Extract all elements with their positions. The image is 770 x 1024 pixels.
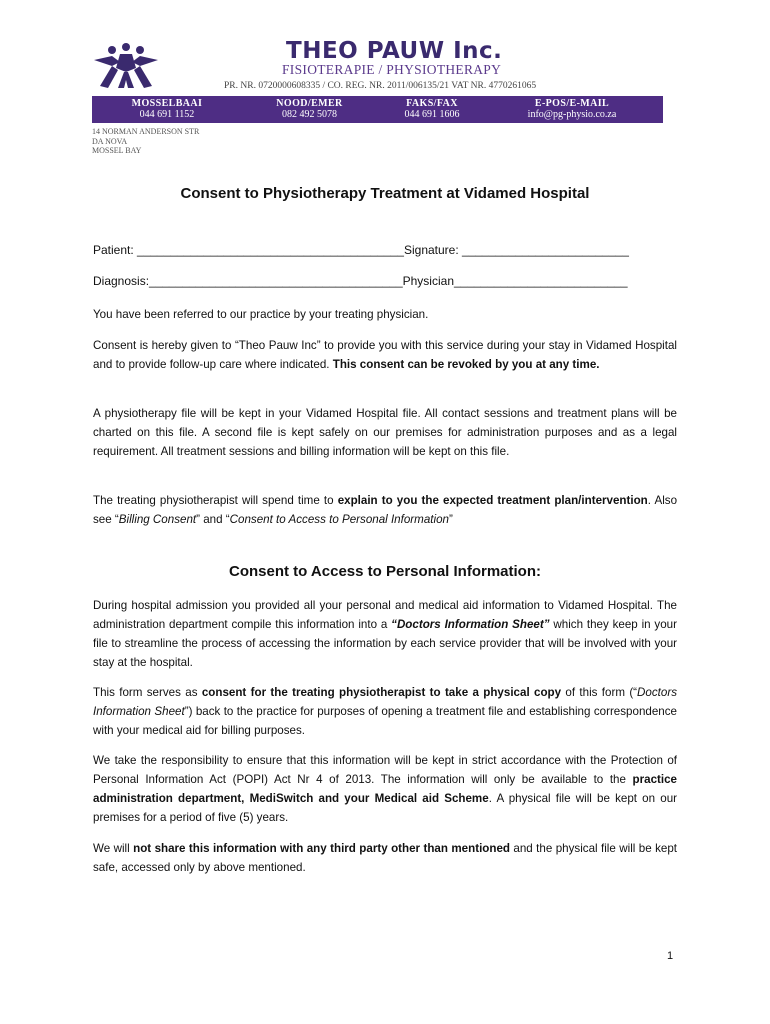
consent-paragraph bbox=[93, 336, 677, 374]
registration-line: PR. NR. 0720000608335 / CO. REG. NR. 2011/006135/21 VAT NR. 4770261065 bbox=[224, 81, 537, 91]
text-run: ”) back to the practice for purposes of opening a treatment file and establishing correspondence with your medical aid for billing purposes. bbox=[93, 705, 677, 737]
bold-italic-run: “Doctors Information Sheet” bbox=[391, 618, 550, 631]
address-block bbox=[92, 127, 199, 156]
contact-fax bbox=[372, 98, 492, 120]
document-title: Consent to Physiotherapy Treatment at Vidamed Hospital bbox=[180, 185, 590, 202]
bold-run: practice administration department, MediSwitch and your Medical aid Scheme bbox=[93, 773, 677, 805]
bold-run: not share this information with any third party other than mentioned bbox=[133, 842, 510, 855]
referral-paragraph: You have been referred to our practice by your treating physician. bbox=[93, 308, 429, 321]
contact-value: info@pg-physio.co.za bbox=[527, 109, 617, 120]
bold-run: consent for the treating physiotherapist to take a physical copy bbox=[201, 686, 562, 699]
no-sharing-paragraph bbox=[93, 839, 677, 877]
contact-label: FAKS/FAX bbox=[406, 98, 458, 109]
text-run: ” and “ bbox=[196, 513, 230, 526]
text-run: We will bbox=[93, 842, 134, 855]
address-line: 14 NORMAN ANDERSON STR bbox=[92, 127, 200, 136]
treatment-plan-paragraph bbox=[93, 491, 677, 529]
contact-value: 082 492 5078 bbox=[282, 109, 337, 120]
italic-run: Consent to Access to Personal Information bbox=[229, 513, 449, 526]
italic-run: Billing Consent bbox=[118, 513, 197, 526]
text-run: During hospital admission you provided all your personal and medical aid information to Vidamed Hospital. The administration department compile this information into a bbox=[93, 599, 677, 631]
contact-email bbox=[487, 98, 657, 120]
physical-copy-paragraph bbox=[93, 683, 677, 740]
contact-mosselbaai bbox=[112, 98, 222, 120]
text-run: and the physical file will be kept safe, accessed only by above mentioned. bbox=[93, 842, 677, 874]
file-paragraph: A physiotherapy file will be kept in your Vidamed Hospital file. All contact sessions and treatment plans will be charted on this file. A second file is kept safely on our premises for administration purposes and as a legal requirement. All treatment sessions and billing information will be kept on this file. bbox=[93, 407, 677, 458]
contact-label: E-POS/E-MAIL bbox=[534, 98, 610, 109]
text-run: ” bbox=[448, 513, 453, 526]
contact-label: MOSSELBAAI bbox=[131, 98, 203, 109]
address-line: DA NOVA bbox=[92, 136, 128, 146]
diagnosis-physician-field[interactable]: Diagnosis:______________________________________Physician__________________________ bbox=[93, 274, 628, 288]
contact-bar bbox=[92, 96, 663, 123]
section-title: Consent to Access to Personal Information: bbox=[229, 563, 541, 580]
company-subtitle: FISIOTERAPIE / PHYSIOTHERAPY bbox=[282, 62, 502, 77]
text-run: of this form (“ bbox=[561, 686, 638, 699]
contact-value: 044 691 1606 bbox=[404, 109, 460, 120]
admission-paragraph bbox=[93, 596, 677, 672]
text-run: . Also see “ bbox=[93, 494, 678, 526]
bold-run bbox=[391, 618, 549, 631]
contact-value: 044 691 1152 bbox=[139, 109, 195, 120]
page-number: 1 bbox=[667, 950, 674, 962]
bold-run: explain to you the expected treatment plan/intervention bbox=[337, 494, 648, 507]
text-run: . A physical file will be kept on our premises for a period of five (5) years. bbox=[93, 792, 677, 824]
company-name: THEO PAUW Inc. bbox=[286, 38, 503, 64]
three-figures-logo-icon bbox=[92, 42, 160, 90]
bold-run: This consent can be revoked by you at any time. bbox=[332, 358, 600, 371]
contact-label: NOOD/EMER bbox=[276, 98, 343, 109]
address-line: MOSSEL BAY bbox=[92, 146, 142, 155]
text-run: which they keep in your file to streamline the process of accessing the information by each service provider that will be involved with your stay at the hospital. bbox=[93, 618, 677, 669]
contact-emergency bbox=[252, 98, 367, 120]
text-run: The treating physiotherapist will spend time to bbox=[93, 494, 338, 507]
text-run: This form serves as bbox=[93, 686, 202, 699]
text-run: We take the responsibility to ensure that this information will be kept in strict accordance with the Protection of Personal Information Act (POPI) Act Nr 4 of 2013. The information will only be available to the bbox=[93, 754, 677, 786]
patient-signature-field[interactable]: Patient: ________________________________________Signature: _________________________ bbox=[93, 243, 629, 257]
italic-run: Doctors Information Sheet bbox=[93, 686, 677, 718]
popi-paragraph bbox=[93, 751, 677, 827]
text-run: Consent is hereby given to “Theo Pauw Inc” to provide you with this service during your stay in Vidamed Hospital and to provide follow-up care where indicated. bbox=[93, 339, 677, 371]
